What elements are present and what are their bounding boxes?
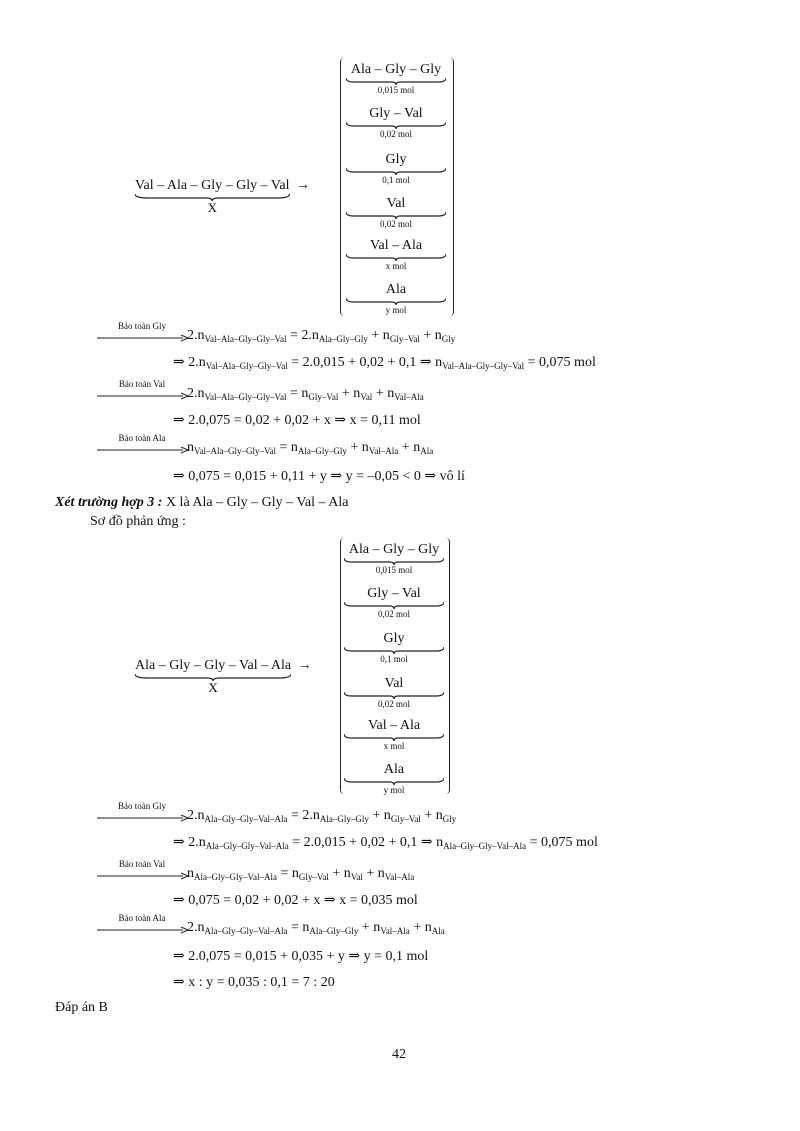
product-amount: 0,015 mol bbox=[377, 85, 415, 95]
product-amount: x mol bbox=[385, 261, 407, 271]
equation-line: ⇒ x : y = 0,035 : 0,1 = 7 : 20 bbox=[173, 975, 335, 990]
equation-line: ⇒ $2.n_{Ala-Gly-Gly-Val-Ala} = 2.0,015 + 0,02 + 0,1$ ⇒ $n_{Ala-Gly-Gly-Val-Ala} = 0,075$ mol bbox=[173, 835, 598, 851]
conservation-arrow bbox=[97, 379, 187, 402]
product-name: Val – Ala bbox=[369, 238, 423, 253]
product-amount: y mol bbox=[385, 305, 407, 315]
product-name: Gly – Val bbox=[369, 106, 423, 121]
case2-reactant bbox=[135, 178, 310, 215]
product-item bbox=[336, 152, 456, 185]
conservation-label: Bảo toàn Gly bbox=[118, 801, 166, 811]
reactant-label: X bbox=[208, 680, 218, 695]
product-amount: 0,02 mol bbox=[379, 219, 412, 229]
product-item bbox=[336, 106, 456, 139]
conservation-arrow bbox=[97, 913, 187, 936]
products-brace bbox=[340, 538, 450, 794]
equation-line: Bảo toàn Ala $n_{Val-Ala-Gly-Gly-Val} = n_{Ala-Gly-Gly} + n_{Val-Ala} + n_{Ala}$ bbox=[97, 440, 433, 456]
case3-heading-line bbox=[55, 495, 348, 511]
conservation-arrow bbox=[97, 801, 187, 824]
conservation-label: Bảo toàn Val bbox=[118, 859, 166, 869]
conservation-label: Bảo toàn Val bbox=[118, 379, 166, 389]
product-amount: 0,02 mol bbox=[377, 609, 410, 619]
equation-line: ⇒ 0,075 = 0,02 + 0,02 + x ⇒ x = 0,035 mol bbox=[173, 893, 418, 908]
conservation-arrow bbox=[97, 859, 187, 882]
product-amount: 0,02 mol bbox=[377, 699, 410, 709]
product-item bbox=[334, 586, 454, 619]
product-item bbox=[336, 62, 456, 95]
product-item bbox=[334, 762, 454, 795]
case3-heading-text: X là Ala – Gly – Gly – Val – Ala bbox=[162, 495, 349, 510]
conservation-arrow bbox=[97, 321, 187, 344]
answer: Đáp án B bbox=[55, 1000, 108, 1015]
equation-line: Bảo toàn Gly $2.n_{Ala-Gly-Gly-Val-Ala} = 2.n_{Ala-Gly-Gly} + n_{Gly-Val} + n_{Gly}$ bbox=[97, 808, 456, 824]
equation-line: Bảo toàn Ala $2.n_{Ala-Gly-Gly-Val-Ala} = n_{Ala-Gly-Gly} + n_{Val-Ala} + n_{Ala}$ bbox=[97, 920, 445, 936]
product-item bbox=[334, 631, 454, 664]
equation-line: Bảo toàn Val $2.n_{Val-Ala-Gly-Gly-Val} = n_{Gly-Val} + n_{Val} + n_{Val-Ala}$ bbox=[97, 386, 424, 402]
product-item bbox=[336, 238, 456, 271]
reactant-formula: Val – Ala – Gly – Gly – Val bbox=[135, 178, 290, 193]
product-amount: 0,015 mol bbox=[375, 565, 413, 575]
product-name: Val – Ala bbox=[367, 718, 421, 733]
conservation-arrow bbox=[97, 433, 187, 456]
conservation-label: Bảo toàn Ala bbox=[118, 433, 166, 443]
product-amount: y mol bbox=[383, 785, 405, 795]
equation-line: Bảo toàn Gly $2.n_{Val-Ala-Gly-Gly-Val} = 2.n_{Ala-Gly-Gly} + n_{Gly-Val} + n_{Gly}$ bbox=[97, 328, 455, 344]
product-name: Val bbox=[386, 196, 406, 211]
product-name: Gly bbox=[385, 152, 407, 167]
reactant-formula: Ala – Gly – Gly – Val – Ala bbox=[135, 658, 292, 673]
equation-line: ⇒ $2.n_{Val-Ala-Gly-Gly-Val} = 2.0,015 + 0,02 + 0,1$ ⇒ $n_{Val-Ala-Gly-Gly-Val} = 0,075$ mol bbox=[173, 355, 596, 371]
product-amount: 0,02 mol bbox=[379, 129, 412, 139]
product-amount: x mol bbox=[383, 741, 405, 751]
product-amount: 0,1 mol bbox=[380, 654, 408, 664]
conservation-label: Bảo toàn Gly bbox=[118, 321, 166, 331]
equation-line: Bảo toàn Val $n_{Ala-Gly-Gly-Val-Ala} = n_{Gly-Val} + n_{Val} + n_{Val-Ala}$ bbox=[97, 866, 414, 882]
product-item bbox=[336, 196, 456, 229]
page-number: 42 bbox=[392, 1047, 406, 1062]
product-item bbox=[334, 676, 454, 709]
reactant-label: X bbox=[207, 200, 217, 215]
equation-line: ⇒ 0,075 = 0,015 + 0,11 + y ⇒ y = –0,05 < 0 ⇒ vô lí bbox=[173, 469, 465, 484]
product-item bbox=[336, 282, 456, 315]
reaction-arrow: → bbox=[296, 178, 311, 193]
equation-line: ⇒ 2.0,075 = 0,02 + 0,02 + x ⇒ x = 0,11 mol bbox=[173, 413, 421, 428]
product-name: Gly – Val bbox=[367, 586, 421, 601]
product-name: Ala – Gly – Gly bbox=[350, 62, 442, 77]
conservation-label: Bảo toàn Ala bbox=[118, 913, 166, 923]
case3-reactant bbox=[135, 658, 312, 695]
product-name: Ala bbox=[383, 762, 405, 777]
product-name: Val bbox=[384, 676, 404, 691]
scheme-title: Sơ đồ phản ứng : bbox=[90, 514, 186, 529]
product-name: Gly bbox=[383, 631, 405, 646]
case3-heading: Xét trường hợp 3 : bbox=[55, 495, 163, 510]
reaction-arrow: → bbox=[297, 658, 312, 673]
product-name: Ala – Gly – Gly bbox=[348, 542, 440, 557]
product-name: Ala bbox=[385, 282, 407, 297]
products-brace bbox=[340, 58, 454, 316]
equation-line: ⇒ 2.0,075 = 0,015 + 0,035 + y ⇒ y = 0,1 mol bbox=[173, 949, 429, 964]
product-item bbox=[334, 542, 454, 575]
product-amount: 0,1 mol bbox=[382, 175, 410, 185]
product-item bbox=[334, 718, 454, 751]
